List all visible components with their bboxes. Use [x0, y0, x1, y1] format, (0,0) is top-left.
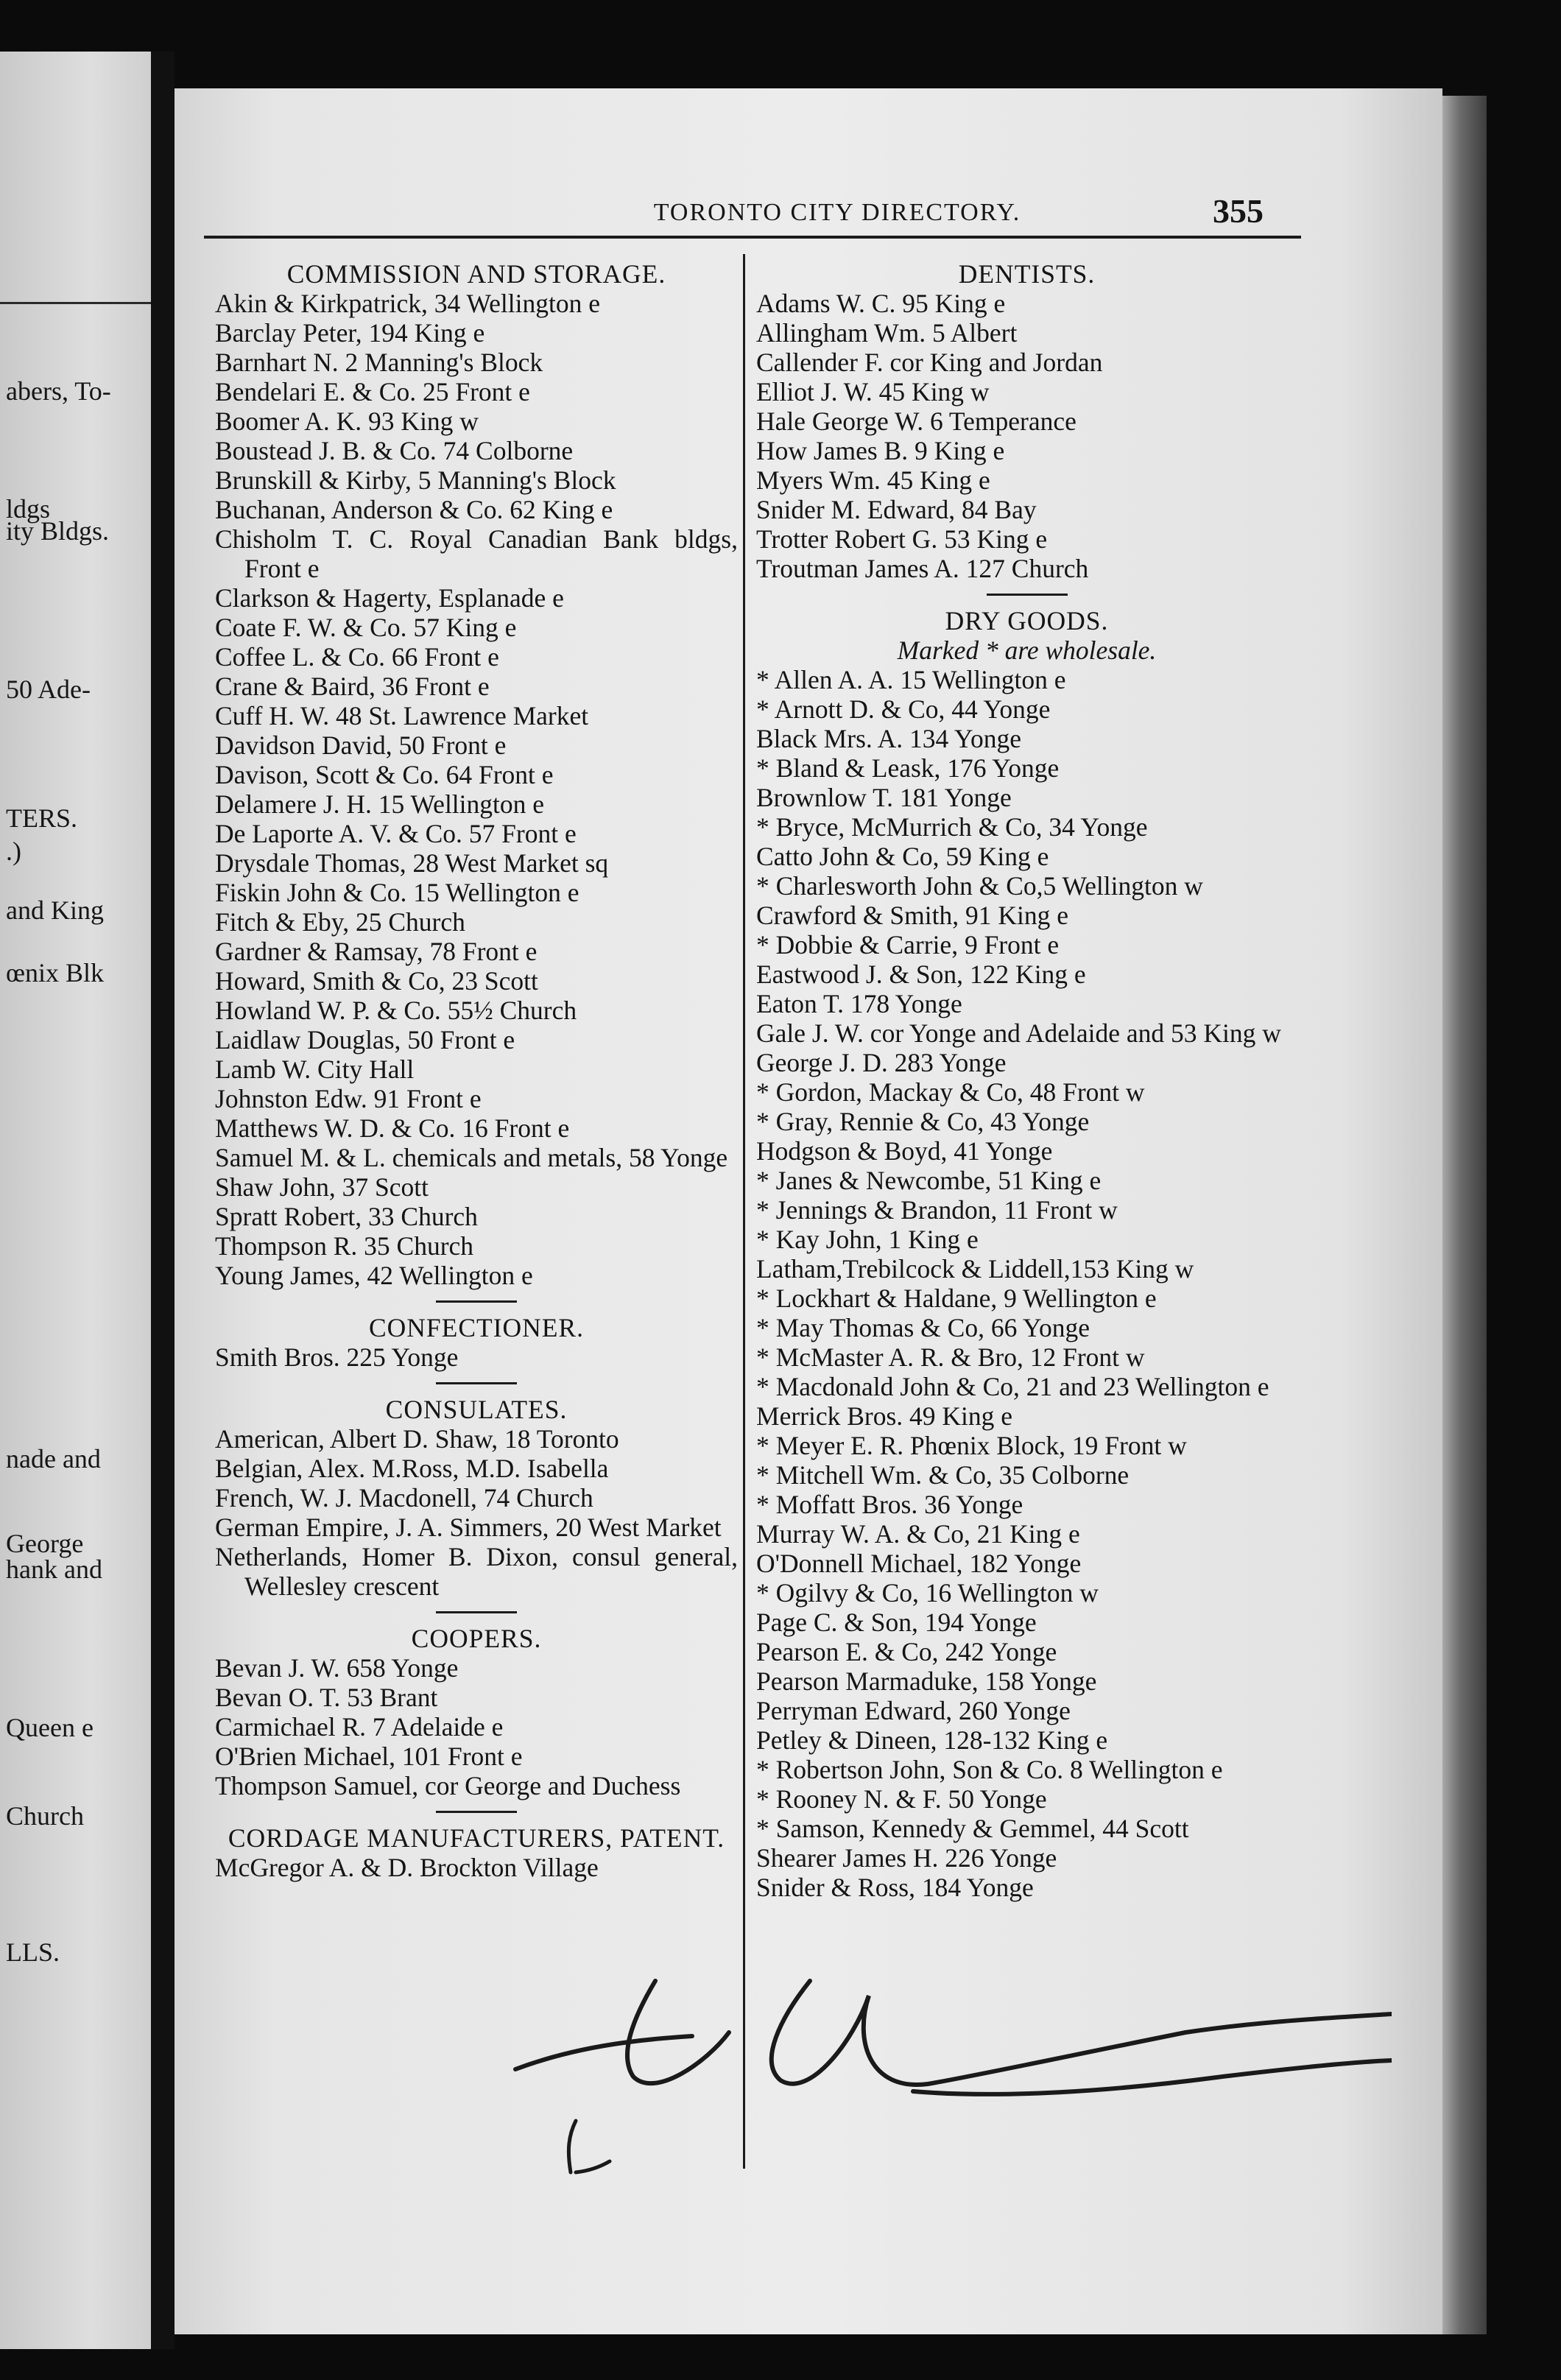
directory-entry: * Charlesworth John & Co,5 Wellington w [756, 871, 1203, 901]
left-column [215, 258, 738, 1882]
directory-entry: Page C. & Son, 194 Yonge [756, 1608, 1037, 1637]
directory-entry: Latham,Trebilcock & Liddell,153 King w [756, 1254, 1194, 1284]
coopers-entries [215, 1653, 738, 1800]
previous-page-edge [0, 52, 151, 2349]
previous-page-fragment: abers, To- [6, 376, 111, 406]
directory-entry: Brownlow T. 181 Yonge [756, 783, 1012, 812]
directory-entry: Chisholm T. C. Royal Canadian Bank bldgs, Front e [215, 524, 738, 583]
directory-entry: * Rooney N. & F. 50 Yonge [756, 1784, 1047, 1814]
directory-entry: * Arnott D. & Co, 44 Yonge [756, 694, 1051, 724]
directory-entry: Davison, Scott & Co. 64 Front e [215, 760, 554, 789]
previous-page-rule [0, 302, 151, 304]
directory-entry: Howard, Smith & Co, 23 Scott [215, 966, 538, 996]
section-heading-dry-goods: DRY GOODS. [945, 606, 1109, 636]
previous-page-fragment: œnix Blk [6, 958, 105, 987]
section-separator [987, 594, 1068, 596]
directory-entry: Trotter Robert G. 53 King e [756, 524, 1048, 554]
directory-entry: Boustead J. B. & Co. 74 Colborne [215, 436, 574, 465]
directory-entry: Adams W. C. 95 King e [756, 289, 1006, 318]
directory-entry: Carmichael R. 7 Adelaide e [215, 1712, 504, 1742]
directory-entry: * Robertson John, Son & Co. 8 Wellington e [756, 1755, 1223, 1784]
directory-entry: Barclay Peter, 194 King e [215, 318, 485, 348]
directory-entry: Black Mrs. A. 134 Yonge [756, 724, 1021, 753]
directory-entry: Boomer A. K. 93 King w [215, 406, 479, 436]
previous-page-fragment: ldgs [6, 494, 51, 524]
directory-entry: Bevan J. W. 658 Yonge [215, 1653, 459, 1683]
directory-entry: Merrick Bros. 49 King e [756, 1401, 1013, 1431]
directory-entry: * Macdonald John & Co, 21 and 23 Wellington e [756, 1372, 1269, 1401]
directory-entry: * Lockhart & Haldane, 9 Wellington e [756, 1284, 1157, 1313]
section-heading-cordage: CORDAGE MANUFACTURERS, PATENT. [228, 1823, 725, 1853]
directory-entry: Eaton T. 178 Yonge [756, 989, 962, 1018]
handwritten-signature [412, 1951, 1392, 2187]
directory-entry: * Meyer E. R. Phœnix Block, 19 Front w [756, 1431, 1187, 1460]
directory-entry: Netherlands, Homer B. Dixon, consul general, Wellesley crescent [215, 1542, 738, 1601]
directory-entry: Snider M. Edward, 84 Bay [756, 495, 1037, 524]
previous-page-fragment: TERS. [6, 803, 78, 833]
directory-entry: O'Brien Michael, 101 Front e [215, 1742, 523, 1771]
directory-entry: Fiskin John & Co. 15 Wellington e [215, 878, 579, 907]
dry-goods-entries [756, 665, 1297, 1902]
directory-entry: American, Albert D. Shaw, 18 Toronto [215, 1424, 619, 1454]
directory-entry: Delamere J. H. 15 Wellington e [215, 789, 545, 819]
directory-entry: Callender F. cor King and Jordan [756, 348, 1103, 377]
previous-page-fragment: Queen e [6, 1713, 94, 1742]
directory-entry: Allingham Wm. 5 Albert [756, 318, 1018, 348]
directory-entry: Johnston Edw. 91 Front e [215, 1084, 482, 1113]
directory-entry: Barnhart N. 2 Manning's Block [215, 348, 543, 377]
page-binding [151, 52, 175, 2349]
directory-entry: * Dobbie & Carrie, 9 Front e [756, 930, 1060, 960]
directory-entry: * Allen A. A. 15 Wellington e [756, 665, 1066, 694]
directory-entry: Matthews W. D. & Co. 16 Front e [215, 1113, 570, 1143]
directory-entry: Belgian, Alex. M.Ross, M.D. Isabella [215, 1454, 609, 1483]
directory-entry: Eastwood J. & Son, 122 King e [756, 960, 1086, 989]
directory-entry: Howland W. P. & Co. 55½ Church [215, 996, 577, 1025]
directory-entry: Crane & Baird, 36 Front e [215, 672, 490, 701]
directory-entry: How James B. 9 King e [756, 436, 1005, 465]
commission-entries [215, 289, 738, 1290]
directory-entry: Snider & Ross, 184 Yonge [756, 1873, 1034, 1902]
column-rule [743, 254, 745, 2169]
directory-entry: * May Thomas & Co, 66 Yonge [756, 1313, 1090, 1342]
directory-entry: Laidlaw Douglas, 50 Front e [215, 1025, 515, 1055]
directory-entry: Pearson E. & Co, 242 Yonge [756, 1637, 1057, 1666]
directory-entry: Coate F. W. & Co. 57 King e [215, 613, 517, 642]
right-column [756, 258, 1297, 1902]
directory-entry: * Ogilvy & Co, 16 Wellington w [756, 1578, 1099, 1608]
directory-entry: De Laporte A. V. & Co. 57 Front e [215, 819, 577, 848]
directory-entry: * Bland & Leask, 176 Yonge [756, 753, 1060, 783]
directory-entry: Smith Bros. 225 Yonge [215, 1342, 459, 1372]
directory-entry: George J. D. 283 Yonge [756, 1048, 1007, 1077]
page-number: 355 [1213, 192, 1264, 230]
header-rule [204, 236, 1301, 239]
directory-entry: Shearer James H. 226 Yonge [756, 1843, 1057, 1873]
directory-entry: Drysdale Thomas, 28 West Market sq [215, 848, 609, 878]
previous-page-fragment: hank and [6, 1555, 102, 1584]
directory-entry: Davidson David, 50 Front e [215, 730, 507, 760]
directory-entry: Buchanan, Anderson & Co. 62 King e [215, 495, 613, 524]
previous-page-fragment: .) [6, 837, 21, 866]
confectioner-entries [215, 1342, 738, 1372]
section-heading-coopers: COOPERS. [411, 1624, 542, 1653]
directory-entry: French, W. J. Macdonell, 74 Church [215, 1483, 593, 1513]
directory-entry: Catto John & Co, 59 King e [756, 842, 1049, 871]
previous-page-fragment: 50 Ade- [6, 675, 91, 704]
directory-entry: Troutman James A. 127 Church [756, 554, 1089, 583]
directory-entry: * Bryce, McMurrich & Co, 34 Yonge [756, 812, 1148, 842]
directory-entry: Perryman Edward, 260 Yonge [756, 1696, 1071, 1725]
directory-entry: Petley & Dineen, 128-132 King e [756, 1725, 1108, 1755]
directory-entry: * Kay John, 1 King e [756, 1225, 979, 1254]
directory-entry: Crawford & Smith, 91 King e [756, 901, 1068, 930]
directory-entry: * Janes & Newcombe, 51 King e [756, 1166, 1102, 1195]
directory-entry: Thompson Samuel, cor George and Duchess [215, 1771, 681, 1800]
previous-page-fragment: ity Bldgs. [6, 516, 110, 546]
directory-entry: Gale J. W. cor Yonge and Adelaide and 53 King w [756, 1018, 1281, 1048]
section-heading-consulates: CONSULATES. [385, 1395, 568, 1424]
directory-entry: * Moffatt Bros. 36 Yonge [756, 1490, 1023, 1519]
directory-entry: Akin & Kirkpatrick, 34 Wellington e [215, 289, 600, 318]
directory-entry: Myers Wm. 45 King e [756, 465, 990, 495]
section-separator [436, 1300, 517, 1303]
directory-entry: Fitch & Eby, 25 Church [215, 907, 465, 937]
previous-page-fragment: nade and [6, 1444, 101, 1474]
directory-entry: Murray W. A. & Co, 21 King e [756, 1519, 1080, 1549]
directory-entry: Gardner & Ramsay, 78 Front e [215, 937, 538, 966]
directory-entry: * Samson, Kennedy & Gemmel, 44 Scott [756, 1814, 1189, 1843]
section-heading-commission: COMMISSION AND STORAGE. [286, 259, 666, 289]
directory-entry: * Mitchell Wm. & Co, 35 Colborne [756, 1460, 1130, 1490]
section-separator [436, 1811, 517, 1813]
directory-entry: Pearson Marmaduke, 158 Yonge [756, 1666, 1097, 1696]
directory-entry: German Empire, J. A. Simmers, 20 West Market [215, 1513, 722, 1542]
section-heading-dentists: DENTISTS. [958, 259, 1096, 289]
directory-entry: Bendelari E. & Co. 25 Front e [215, 377, 530, 406]
running-head: TORONTO CITY DIRECTORY. [653, 199, 1021, 226]
directory-entry: Clarkson & Hagerty, Esplanade e [215, 583, 564, 613]
directory-entry: Cuff H. W. 48 St. Lawrence Market [215, 701, 589, 730]
section-separator [436, 1382, 517, 1384]
directory-entry: Spratt Robert, 33 Church [215, 1202, 478, 1231]
previous-page-fragment: George [6, 1529, 84, 1558]
section-heading-confectioner: CONFECTIONER. [368, 1313, 585, 1342]
consulates-entries [215, 1424, 738, 1601]
directory-entry: Thompson R. 35 Church [215, 1231, 474, 1261]
previous-page-fragment: and King [6, 895, 104, 925]
directory-entry: * McMaster A. R. & Bro, 12 Front w [756, 1342, 1145, 1372]
dry-goods-note: Marked * are wholesale. [897, 636, 1157, 665]
dentists-entries [756, 289, 1297, 583]
previous-page-fragment: Church [6, 1801, 84, 1831]
directory-entry: Coffee L. & Co. 66 Front e [215, 642, 499, 672]
directory-entry: Shaw John, 37 Scott [215, 1172, 429, 1202]
directory-entry: Lamb W. City Hall [215, 1055, 415, 1084]
directory-entry: Young James, 42 Wellington e [215, 1261, 533, 1290]
directory-entry: * Jennings & Brandon, 11 Front w [756, 1195, 1118, 1225]
previous-page-fragment: LLS. [6, 1937, 60, 1967]
section-separator [436, 1611, 517, 1613]
directory-entry: Brunskill & Kirby, 5 Manning's Block [215, 465, 616, 495]
directory-entry: Hale George W. 6 Temperance [756, 406, 1077, 436]
directory-entry: * Gray, Rennie & Co, 43 Yonge [756, 1107, 1090, 1136]
directory-entry: Hodgson & Boyd, 41 Yonge [756, 1136, 1053, 1166]
directory-entry: * Gordon, Mackay & Co, 48 Front w [756, 1077, 1145, 1107]
directory-entry: Elliot J. W. 45 King w [756, 377, 990, 406]
directory-entry: O'Donnell Michael, 182 Yonge [756, 1549, 1082, 1578]
directory-entry: Bevan O. T. 53 Brant [215, 1683, 438, 1712]
directory-entry: McGregor A. & D. Brockton Village [215, 1853, 599, 1882]
cordage-entries [215, 1853, 738, 1882]
directory-entry: Samuel M. & L. chemicals and metals, 58 Yonge [215, 1143, 728, 1172]
page-edge-shadow [1442, 96, 1487, 2334]
